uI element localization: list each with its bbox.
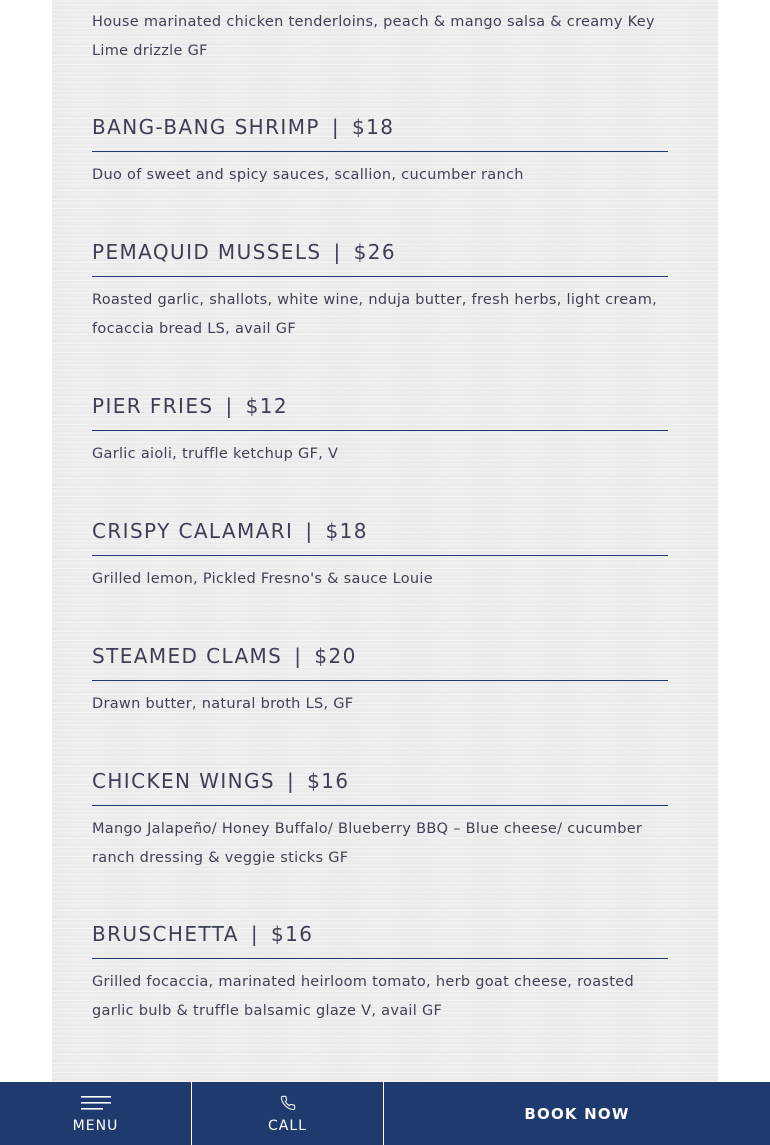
price-separator: |: [250, 921, 259, 946]
menu-item-description: Roasted garlic, shallots, white wine, nduja butter, fresh herbs, light cream, focaccia bread LS, avail GF: [92, 292, 658, 337]
bottom-action-bar: [0, 1082, 770, 1145]
menu-item-name: CRISPY CALAMARI: [92, 518, 294, 543]
menu-item-header: [92, 227, 668, 277]
price-separator: |: [331, 114, 340, 139]
menu-item-description: Garlic aioli, truffle ketchup GF, V: [92, 446, 339, 462]
menu-item-price: $18: [351, 114, 395, 139]
menu-item-description: Grilled lemon, Pickled Fresno's & sauce Louie: [92, 571, 433, 587]
price-separator: |: [225, 393, 234, 418]
book-now-label: BOOK NOW: [524, 1104, 630, 1123]
menu-item-name: STEAMED CLAMS: [92, 643, 283, 668]
price-separator: |: [305, 518, 314, 543]
menu-item: [92, 227, 668, 343]
price-separator: |: [333, 239, 342, 264]
call-button-label: CALL: [268, 1117, 307, 1134]
menu-item-header: [92, 756, 668, 806]
menu-item-header: [92, 102, 668, 152]
menu-item-name: PEMAQUID MUSSELS: [92, 239, 322, 264]
menu-item-header: [92, 631, 668, 681]
menu-item-description: Mango Jalapeño/ Honey Buffalo/ Blueberry BBQ – Blue cheese/ cucumber ranch dressing & veggie sticks GF: [92, 821, 643, 866]
menu-item: [92, 909, 668, 1025]
price-separator: |: [294, 643, 303, 668]
menu-item-price: $12: [245, 393, 288, 418]
menu-item-name: BANG-BANG SHRIMP: [92, 114, 320, 139]
menu-item-description: Duo of sweet and spicy sauces, scallion, cucumber ranch: [92, 167, 524, 183]
menu-item-price: $20: [314, 643, 357, 668]
menu-item: [92, 631, 668, 719]
menu-item: [92, 756, 668, 872]
menu-item: [92, 102, 668, 190]
menu-item-description: Drawn butter, natural broth LS, GF: [92, 696, 354, 712]
menu-item-price: $18: [325, 518, 368, 543]
menu-item: [92, 381, 668, 469]
menu-item-name: CHICKEN WINGS: [92, 768, 275, 793]
phone-icon: [280, 1094, 296, 1112]
menu-item-price: $26: [353, 239, 396, 264]
menu-item-price: $16: [270, 921, 314, 946]
book-now-button[interactable]: [384, 1082, 770, 1145]
menu-item-price: $16: [307, 768, 350, 793]
hamburger-icon: [81, 1094, 111, 1112]
intro-description: House marinated chicken tenderloins, peach & mango salsa & creamy Key Lime drizzle GF: [92, 14, 655, 59]
menu-item-header: [92, 506, 668, 556]
menu-item-header: [92, 909, 668, 959]
menu-button-label: MENU: [72, 1117, 119, 1134]
menu-item: [92, 506, 668, 594]
call-button[interactable]: [192, 1082, 384, 1145]
menu-item-name: BRUSCHETTA: [92, 921, 239, 946]
menu-item-description: Grilled focaccia, marinated heirloom tomato, herb goat cheese, roasted garlic bulb & truffle balsamic glaze V, avail GF: [92, 974, 634, 1019]
menu-item-name: PIER FRIES: [92, 393, 214, 418]
menu-item-header: [92, 381, 668, 431]
menu-button[interactable]: [0, 1082, 192, 1145]
price-separator: |: [286, 768, 296, 793]
